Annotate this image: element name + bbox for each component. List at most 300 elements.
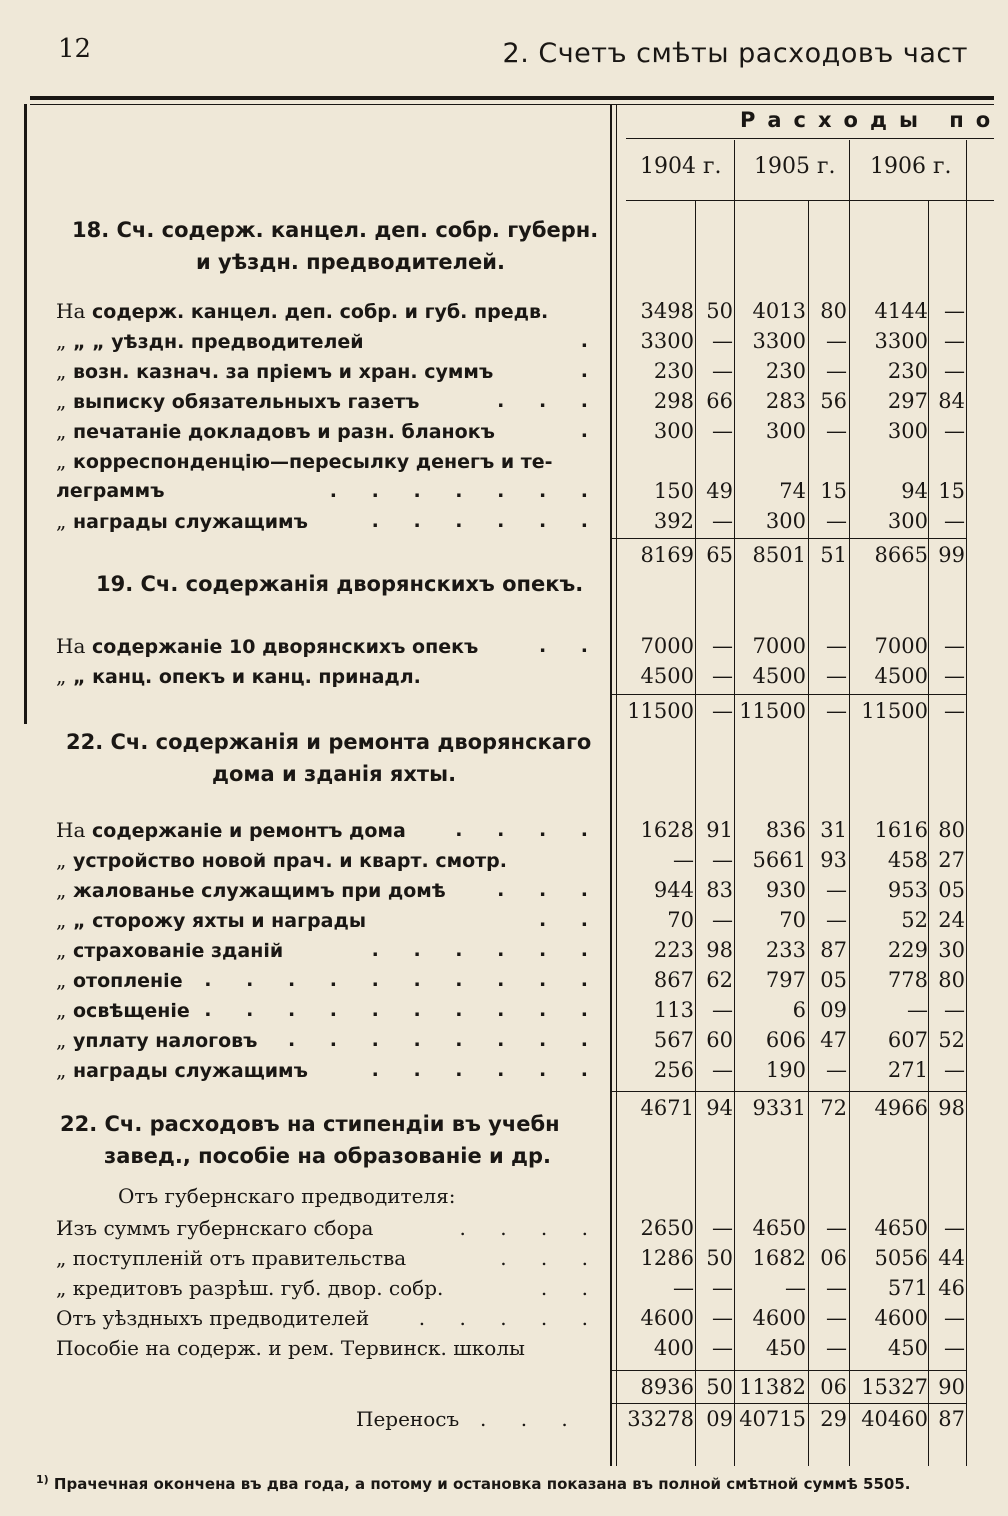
rubles-1906: 4966 — [874, 1096, 928, 1120]
section-title: завед., пособіе на образованіе и др. — [104, 1144, 551, 1168]
kopecks-1904: — — [712, 1306, 733, 1330]
leader-dots: . . . . — [455, 819, 602, 841]
table-row — [0, 905, 1008, 935]
row-label — [56, 845, 608, 875]
leader-dots: . . — [538, 635, 602, 657]
rubles-1906: 4650 — [874, 1216, 928, 1240]
row-text: отопленіе — [73, 970, 183, 992]
rubles-1904: 1628 — [640, 818, 694, 842]
rubles-1904: 4671 — [640, 1096, 694, 1120]
rubles-1906: 11500 — [861, 699, 928, 723]
kopecks-1906: 80 — [938, 968, 965, 992]
table-row — [0, 476, 1008, 506]
row-label — [56, 1303, 608, 1333]
table-row — [0, 1025, 1008, 1055]
row-text: суммъ губернскаго сбора — [103, 1216, 374, 1240]
total-rule — [610, 1091, 966, 1092]
rubles-1904: 223 — [653, 938, 694, 962]
leader-dots: . — [580, 360, 602, 382]
rubles-1904: 8936 — [640, 1375, 694, 1399]
rubles-1905: 230 — [765, 359, 806, 383]
rubles-1906: 607 — [887, 1028, 928, 1052]
rubles-1905: 9331 — [752, 1096, 806, 1120]
rubles-1904: 230 — [653, 359, 694, 383]
kopecks-1904: — — [712, 419, 733, 443]
row-lead: „ — [56, 389, 67, 413]
kopecks-1905: — — [826, 908, 847, 932]
table-row — [0, 965, 1008, 995]
kopecks-1905: 72 — [820, 1096, 847, 1120]
rubles-1905: 300 — [765, 419, 806, 443]
leader-dots: . — [580, 420, 602, 442]
leader-dots: . . — [540, 1276, 602, 1300]
kopecks-1906: 98 — [938, 1096, 965, 1120]
section-total-row — [0, 696, 1008, 726]
rubles-1904: 7000 — [640, 634, 694, 658]
rubles-1905: 8501 — [752, 543, 806, 567]
row-label — [56, 386, 608, 416]
page-header-title: 2. Счетъ смѣты расходовъ част — [502, 38, 968, 69]
kopecks-1906: — — [944, 299, 965, 323]
row-label — [56, 476, 608, 506]
kopecks-1904: — — [712, 509, 733, 533]
rubles-1906: — — [907, 998, 928, 1022]
row-label — [56, 296, 608, 326]
table-row — [0, 1303, 1008, 1333]
rubles-1905: 233 — [765, 938, 806, 962]
row-text: устройство новой прач. и кварт. смотр. — [73, 850, 507, 872]
rubles-1904: 256 — [653, 1058, 694, 1082]
rubles-1904: 150 — [653, 479, 694, 503]
row-lead: „ — [56, 419, 67, 443]
row-label — [56, 1055, 608, 1085]
kopecks-1904: 49 — [706, 479, 733, 503]
leader-dots: . . . . . . — [371, 939, 602, 961]
table-row — [0, 506, 1008, 536]
rubles-1906: 458 — [887, 848, 928, 872]
table-row — [0, 661, 1008, 691]
rubles-1906: 297 — [887, 389, 928, 413]
rubles-1906: 571 — [887, 1276, 928, 1300]
kopecks-1905: — — [826, 1216, 847, 1240]
kopecks-1905: — — [826, 1336, 847, 1360]
leader-dots: . . . . — [459, 1216, 602, 1240]
kopecks-1906: — — [944, 998, 965, 1022]
leader-dots: . . . — [480, 1407, 582, 1431]
row-text: освѣщеніе — [73, 1000, 190, 1022]
row-text: жалованье служащимъ при домѣ — [73, 880, 446, 902]
row-text: награды служащимъ — [73, 511, 308, 533]
rubles-1905: 74 — [779, 479, 806, 503]
row-label — [56, 1025, 608, 1055]
rubles-1906: 52 — [901, 908, 928, 932]
section-title: 22. Сч. расходовъ на стипендіи въ учебн — [60, 1112, 560, 1136]
row-label — [56, 875, 608, 905]
kopecks-1904: 91 — [706, 818, 733, 842]
rubles-1905: 4013 — [752, 299, 806, 323]
rubles-1905: 4650 — [752, 1216, 806, 1240]
kopecks-1904: — — [712, 848, 733, 872]
rubles-1905: 3300 — [752, 329, 806, 353]
table-row — [0, 1213, 1008, 1243]
row-label — [56, 815, 608, 845]
rubles-1904: 867 — [653, 968, 694, 992]
kopecks-1905: 80 — [820, 299, 847, 323]
rubles-1906: 778 — [887, 968, 928, 992]
kopecks-1905: 15 — [820, 479, 847, 503]
kopecks-1905: 93 — [820, 848, 847, 872]
rubles-1905: 40715 — [739, 1407, 806, 1431]
kopecks-1905: — — [826, 699, 847, 723]
section-title: 22. Сч. содержанія и ремонта дворянскаго — [66, 730, 592, 754]
rubles-1905: 6 — [792, 998, 806, 1022]
row-label — [56, 1213, 608, 1243]
rubles-1904: 113 — [653, 998, 694, 1022]
row-text: содержаніе и ремонтъ дома — [92, 820, 406, 842]
section-title: дома и зданія яхты. — [212, 762, 457, 786]
rubles-1906: 4500 — [874, 664, 928, 688]
kopecks-1904: — — [712, 1336, 733, 1360]
rubles-1904: 1286 — [640, 1246, 694, 1270]
row-lead: „ — [56, 878, 67, 902]
kopecks-1904: 50 — [706, 1246, 733, 1270]
rubles-1906: 953 — [887, 878, 928, 902]
kopecks-1905: 05 — [820, 968, 847, 992]
kopecks-1905: — — [826, 509, 847, 533]
rubles-1906: 5056 — [874, 1246, 928, 1270]
leader-dots: . . . — [497, 879, 602, 901]
rubles-1904: 567 — [653, 1028, 694, 1052]
footnote — [36, 1473, 910, 1493]
row-text: „ сторожу яхты и награды — [73, 910, 367, 932]
kopecks-1905: — — [826, 878, 847, 902]
rubles-1905: 4600 — [752, 1306, 806, 1330]
row-lead: Изъ — [56, 1216, 98, 1240]
top-rule — [30, 96, 994, 100]
kopecks-1906: — — [944, 1336, 965, 1360]
rubles-1905: 797 — [765, 968, 806, 992]
rubles-1906: 15327 — [861, 1375, 928, 1399]
column-group-heading: Расходы по — [740, 108, 1003, 132]
kopecks-1906: — — [944, 664, 965, 688]
row-text: корреспонденцію—пересылку денегъ и те- — [73, 451, 553, 473]
row-lead: „ — [56, 1276, 67, 1300]
row-lead: „ — [56, 1058, 67, 1082]
kopecks-1906: 24 — [938, 908, 965, 932]
row-text: леграммъ — [56, 480, 165, 502]
year-header-1905: 1905 г. — [754, 154, 836, 179]
kopecks-1904: — — [712, 329, 733, 353]
row-lead: „ — [56, 664, 67, 688]
footnote-text: Прачечная окончена въ два года, а потому и остановка показана въ полной смѣтной суммѣ 5505. — [53, 1475, 911, 1493]
row-lead: „ — [56, 998, 67, 1022]
row-text: „ „ уѣздн. предводителей — [73, 331, 364, 353]
row-lead: „ — [56, 938, 67, 962]
rubles-1905: 283 — [765, 389, 806, 413]
kopecks-1904: 65 — [706, 543, 733, 567]
section-total-row — [0, 540, 1008, 570]
leader-dots: . . . — [497, 390, 602, 412]
rubles-1906: 300 — [887, 509, 928, 533]
row-lead: На — [56, 299, 86, 323]
rubles-1906: 1616 — [874, 818, 928, 842]
subheading: Отъ губернскаго предводителя: — [118, 1184, 456, 1208]
leader-dots: . . . . . . . . — [287, 1029, 602, 1051]
row-text: награды служащимъ — [73, 1060, 308, 1082]
kopecks-1905: — — [826, 634, 847, 658]
kopecks-1904: 60 — [706, 1028, 733, 1052]
rubles-1906: 4144 — [874, 299, 928, 323]
kopecks-1906: — — [944, 1306, 965, 1330]
kopecks-1904: — — [712, 1276, 733, 1300]
kopecks-1904: 94 — [706, 1096, 733, 1120]
kopecks-1904: 83 — [706, 878, 733, 902]
section-total-row — [0, 1372, 1008, 1402]
kopecks-1905: — — [826, 664, 847, 688]
row-label — [56, 326, 608, 356]
rubles-1904: 3498 — [640, 299, 694, 323]
row-label — [56, 661, 608, 691]
row-text: возн. казнач. за пріемъ и хран. суммъ — [73, 361, 494, 383]
row-text: страхованіе зданій — [73, 940, 284, 962]
row-text: кредитовъ разрѣш. губ. двор. собр. — [72, 1276, 444, 1300]
row-lead: На — [56, 634, 86, 658]
kopecks-1905: 87 — [820, 938, 847, 962]
row-text: Пособіе на содерж. и рем. Тервинск. школы — [56, 1336, 525, 1360]
kopecks-1906: — — [944, 699, 965, 723]
kopecks-1906: 46 — [938, 1276, 965, 1300]
row-lead: На — [56, 818, 86, 842]
page-number: 12 — [58, 34, 92, 64]
leader-dots: . . . . . . . — [329, 480, 602, 502]
row-text: содержаніе 10 дворянскихъ опекъ — [92, 636, 479, 658]
leader-dots: . . . . . — [418, 1306, 602, 1330]
kopecks-1904: 09 — [706, 1407, 733, 1431]
leader-dots: . . . . . . . . . . — [204, 999, 602, 1021]
rubles-1904: 8169 — [640, 543, 694, 567]
row-text: печатаніе докладовъ и разн. бланокъ — [73, 421, 495, 443]
rubles-1904: 392 — [653, 509, 694, 533]
kopecks-1906: 52 — [938, 1028, 965, 1052]
table-row — [0, 631, 1008, 661]
kopecks-1906: 80 — [938, 818, 965, 842]
table-row — [0, 296, 1008, 326]
rubles-1905: 606 — [765, 1028, 806, 1052]
table-row — [0, 1243, 1008, 1273]
kopecks-1906: — — [944, 509, 965, 533]
row-lead: „ — [56, 1246, 67, 1270]
row-label — [56, 506, 608, 536]
table-row — [0, 1333, 1008, 1363]
row-lead: „ — [56, 908, 67, 932]
year-header-1906: 1906 г. — [870, 154, 952, 179]
leader-dots: . . . — [500, 1246, 602, 1270]
row-text: содерж. канцел. деп. собр. и губ. предв. — [92, 301, 549, 323]
carry-forward-label: Переносъ — [356, 1407, 460, 1431]
kopecks-1904: — — [712, 664, 733, 688]
rubles-1905: 11500 — [739, 699, 806, 723]
rubles-1904: 300 — [653, 419, 694, 443]
rubles-1906: 40460 — [861, 1407, 928, 1431]
rubles-1906: 7000 — [874, 634, 928, 658]
rubles-1904: 944 — [653, 878, 694, 902]
kopecks-1905: 51 — [820, 543, 847, 567]
table-row — [0, 875, 1008, 905]
row-text: поступленій отъ правительства — [72, 1246, 407, 1270]
leader-dots: . . . . . . . . . . — [204, 969, 602, 991]
kopecks-1905: 09 — [820, 998, 847, 1022]
table-row — [0, 326, 1008, 356]
row-label — [56, 905, 608, 935]
table-row — [0, 935, 1008, 965]
row-label — [56, 995, 608, 1025]
rubles-1906: 3300 — [874, 329, 928, 353]
rubles-1906: 229 — [887, 938, 928, 962]
carry-forward-row — [0, 1404, 1008, 1434]
table-row — [0, 995, 1008, 1025]
rubles-1905: 70 — [779, 908, 806, 932]
row-label — [56, 416, 608, 446]
header-rule — [626, 200, 994, 201]
row-text: уплату налоговъ — [73, 1030, 258, 1052]
rubles-1904: 2650 — [640, 1216, 694, 1240]
rubles-1904: 298 — [653, 389, 694, 413]
year-header-1904: 1904 г. — [640, 154, 722, 179]
rubles-1905: 190 — [765, 1058, 806, 1082]
row-lead: „ — [56, 509, 67, 533]
header-rule — [626, 138, 994, 139]
row-lead: „ — [56, 1028, 67, 1052]
kopecks-1905: 29 — [820, 1407, 847, 1431]
row-lead: Отъ — [56, 1306, 97, 1330]
kopecks-1904: — — [712, 699, 733, 723]
kopecks-1905: — — [826, 1306, 847, 1330]
rubles-1906: 230 — [887, 359, 928, 383]
row-lead: „ — [56, 449, 67, 473]
row-text: выписку обязательныхъ газетъ — [73, 391, 420, 413]
rubles-1905: 300 — [765, 509, 806, 533]
kopecks-1904: 66 — [706, 389, 733, 413]
kopecks-1904: 50 — [706, 1375, 733, 1399]
rubles-1905: 836 — [765, 818, 806, 842]
rubles-1906: 94 — [901, 479, 928, 503]
kopecks-1906: — — [944, 329, 965, 353]
rubles-1906: 271 — [887, 1058, 928, 1082]
leader-dots: . . . . . . — [371, 1059, 602, 1081]
kopecks-1906: 27 — [938, 848, 965, 872]
kopecks-1905: — — [826, 329, 847, 353]
row-label — [56, 356, 608, 386]
kopecks-1904: — — [712, 908, 733, 932]
footnote-mark: 1) — [36, 1473, 49, 1486]
row-lead: „ — [56, 329, 67, 353]
rubles-1906: 4600 — [874, 1306, 928, 1330]
rubles-1905: 7000 — [752, 634, 806, 658]
kopecks-1906: — — [944, 359, 965, 383]
kopecks-1904: — — [712, 1216, 733, 1240]
kopecks-1906: 90 — [938, 1375, 965, 1399]
kopecks-1905: 56 — [820, 389, 847, 413]
leader-dots: . . — [538, 909, 602, 931]
row-label — [56, 935, 608, 965]
rubles-1904: 33278 — [627, 1407, 694, 1431]
kopecks-1905: — — [826, 359, 847, 383]
kopecks-1904: — — [712, 998, 733, 1022]
kopecks-1904: — — [712, 1058, 733, 1082]
table-row — [0, 1273, 1008, 1303]
rubles-1906: 450 — [887, 1336, 928, 1360]
row-label — [56, 965, 608, 995]
table-row — [0, 446, 1008, 476]
kopecks-1906: 84 — [938, 389, 965, 413]
row-label — [56, 446, 608, 476]
rubles-1905: 450 — [765, 1336, 806, 1360]
total-rule — [610, 694, 966, 695]
kopecks-1905: — — [826, 1058, 847, 1082]
rubles-1905: 5661 — [752, 848, 806, 872]
kopecks-1904: 62 — [706, 968, 733, 992]
kopecks-1906: 30 — [938, 938, 965, 962]
row-text: „ канц. опекъ и канц. принадл. — [73, 666, 421, 688]
rubles-1905: 4500 — [752, 664, 806, 688]
kopecks-1905: 47 — [820, 1028, 847, 1052]
kopecks-1906: 44 — [938, 1246, 965, 1270]
row-label — [56, 1273, 608, 1303]
table-row — [0, 1055, 1008, 1085]
row-text: уѣздныхъ предводителей — [102, 1306, 370, 1330]
kopecks-1906: 99 — [938, 543, 965, 567]
kopecks-1904: — — [712, 359, 733, 383]
table-row — [0, 416, 1008, 446]
rubles-1906: 8665 — [874, 543, 928, 567]
kopecks-1904: — — [712, 634, 733, 658]
section-title: и уѣздн. предводителей. — [196, 250, 505, 274]
kopecks-1906: 05 — [938, 878, 965, 902]
leader-dots: . — [580, 330, 602, 352]
kopecks-1905: 06 — [820, 1246, 847, 1270]
kopecks-1906: — — [944, 634, 965, 658]
kopecks-1905: — — [826, 419, 847, 443]
kopecks-1904: 98 — [706, 938, 733, 962]
rubles-1904: 4600 — [640, 1306, 694, 1330]
table-row — [0, 845, 1008, 875]
rubles-1904: 3300 — [640, 329, 694, 353]
leader-dots: . . . . . . — [371, 510, 602, 532]
table-row — [0, 356, 1008, 386]
rubles-1904: 70 — [667, 908, 694, 932]
row-lead: „ — [56, 359, 67, 383]
section-title: 19. Сч. содержанія дворянскихъ опекъ. — [96, 572, 584, 596]
section-title: 18. Сч. содерж. канцел. деп. собр. губерн. — [72, 218, 599, 242]
rubles-1904: — — [673, 1276, 694, 1300]
kopecks-1904: 50 — [706, 299, 733, 323]
rubles-1904: 4500 — [640, 664, 694, 688]
kopecks-1906: — — [944, 1058, 965, 1082]
rubles-1905: 1682 — [752, 1246, 806, 1270]
row-lead: „ — [56, 968, 67, 992]
row-lead: „ — [56, 848, 67, 872]
total-rule — [610, 1370, 966, 1371]
rubles-1905: 930 — [765, 878, 806, 902]
rubles-1904: 400 — [653, 1336, 694, 1360]
rubles-1906: 300 — [887, 419, 928, 443]
rubles-1905: — — [785, 1276, 806, 1300]
row-label — [56, 1333, 608, 1363]
kopecks-1905: — — [826, 1276, 847, 1300]
kopecks-1906: 15 — [938, 479, 965, 503]
rubles-1904: 11500 — [627, 699, 694, 723]
rubles-1905: 11382 — [739, 1375, 806, 1399]
